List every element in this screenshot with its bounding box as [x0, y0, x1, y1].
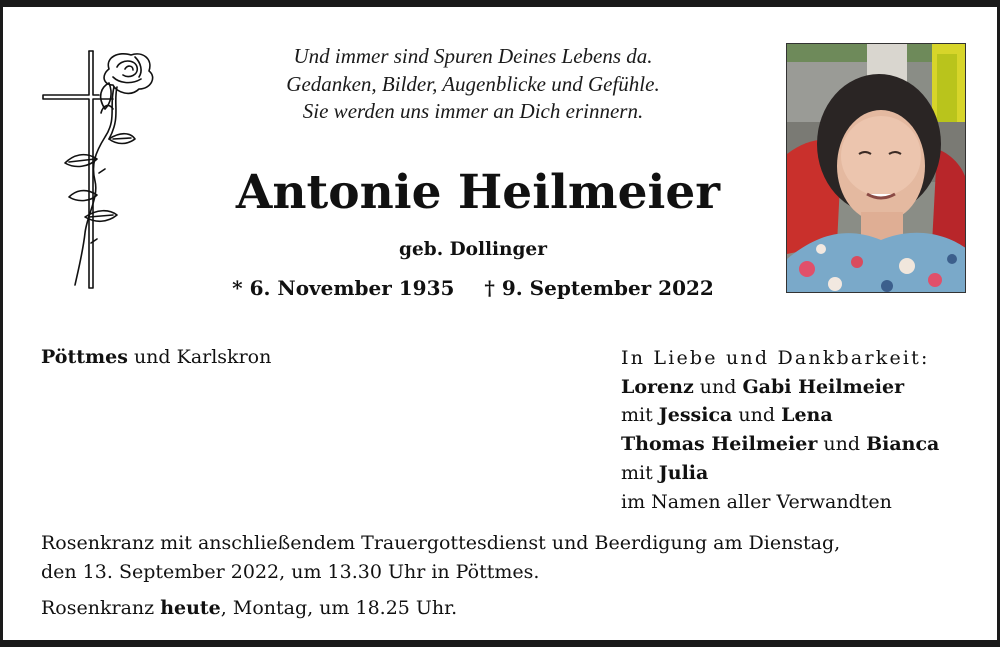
death-date: † 9. September 2022: [484, 276, 714, 300]
rosary-pre: Rosenkranz: [41, 597, 161, 620]
mourner-name: Bianca: [866, 433, 940, 456]
deceased-name: Antonie Heilmeier: [235, 165, 721, 220]
mourners-line: im Namen aller Verwandten: [621, 490, 892, 513]
cross-with-rose-icon: [39, 47, 159, 292]
place-rest: und Karlskron: [127, 346, 272, 368]
mourners-line: [621, 373, 991, 402]
mourners-heading: In Liebe und Dankbarkeit:: [621, 347, 930, 369]
quote-line: Gedanken, Bilder, Augenblicke und Gefühle.: [286, 71, 660, 96]
rosary-post: , Montag, um 18.25 Uhr.: [220, 597, 458, 620]
rosary-line: [41, 594, 971, 623]
mourner-name: Julia: [658, 461, 709, 484]
mourner-name: Gabi Heilmeier: [742, 375, 905, 398]
mourner-sep: und: [732, 404, 782, 427]
birth-date: * 6. November 1935: [232, 276, 455, 300]
service-info: [41, 529, 971, 623]
quote-line: Und immer sind Spuren Deines Lebens da.: [293, 44, 653, 68]
mourner-pre: mit: [621, 461, 659, 484]
place-line: [41, 344, 271, 370]
mourners-block: [621, 344, 991, 516]
mourner-sep: und: [693, 375, 743, 398]
mourner-sep: und: [817, 433, 867, 456]
maiden-name: geb. Dollinger: [399, 239, 547, 260]
service-line: den 13. September 2022, um 13.30 Uhr in Pöttmes.: [41, 560, 540, 583]
mourners-line: [621, 430, 991, 459]
mourner-name: Thomas Heilmeier: [621, 433, 818, 456]
mourner-name: Lorenz: [621, 375, 694, 398]
mourner-name: Jessica: [658, 404, 733, 427]
rosary-bold: heute: [160, 597, 221, 620]
mourner-name: Lena: [781, 404, 833, 427]
service-line: Rosenkranz mit anschließendem Trauergottesdienst und Beerdigung am Dienstag,: [41, 532, 841, 554]
portrait-photo: [786, 43, 966, 293]
quote-line: Sie werden uns immer an Dich erinnern.: [302, 99, 644, 123]
portrait-image: [787, 44, 966, 293]
place-bold: Pöttmes: [41, 346, 128, 368]
memorial-quote: [203, 43, 743, 126]
life-dates: [203, 274, 743, 302]
mourners-line: [621, 459, 991, 488]
mourner-pre: mit: [621, 404, 659, 427]
mourners-line: [621, 401, 991, 430]
